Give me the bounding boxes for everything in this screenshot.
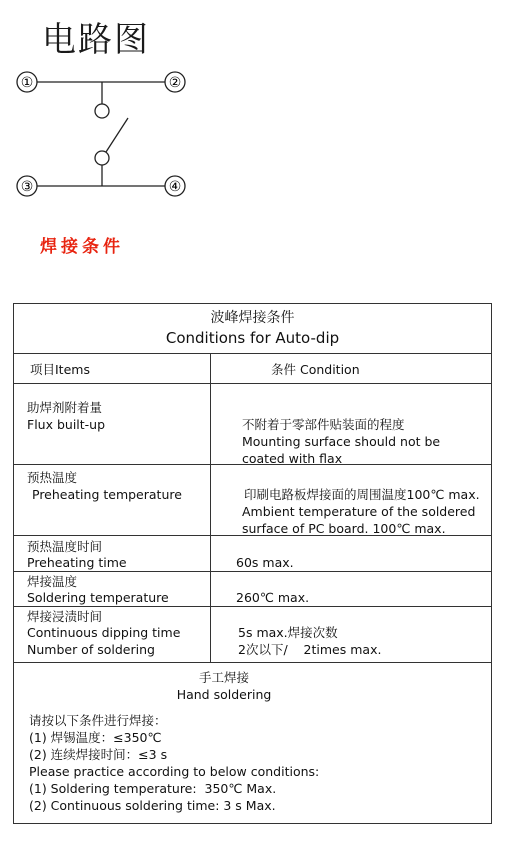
item-en: Preheating time [27,555,127,570]
item-cn: 焊接温度 [27,574,78,589]
divider [14,606,491,607]
terminal-3-label: ③ [20,179,34,195]
switch-contact-bottom [95,151,109,165]
divider [14,353,491,354]
item-en: Soldering temperature [27,590,169,605]
item-cn: 焊接浸渍时间 [27,609,103,624]
condition: 60s max. [236,555,294,570]
circuit-diagram [0,60,200,210]
condition-en: Ambient temperature of the soldered [242,504,476,519]
item-cn: 预热温度 [27,470,78,485]
divider [14,383,491,384]
item-en: Preheating temperature [32,487,182,502]
terminal-1-label: ① [20,75,34,91]
condition-cn: 印刷电路板焊接面的周围温度100℃ max. [244,487,480,502]
divider [14,662,491,663]
table-title-en: Conditions for Auto-dip [165,329,340,347]
column-divider [210,353,211,662]
section-heading: 焊接条件 [40,237,124,257]
hand-line: (2) 连续焊接时间：≤3 s [29,747,168,762]
switch-contact-top [95,104,109,118]
hand-line: Please practice according to below conditions: [29,764,320,779]
header-condition: 条件 Condition [271,362,360,377]
header-items: 项目Items [30,362,90,377]
page-title: 电路图 [42,20,150,60]
conditions-table [13,303,492,824]
item-cn: 预热温度时间 [27,539,103,554]
hand-line: 请按以下条件进行焊接： [29,713,167,728]
divider [14,571,491,572]
hand-line: (1) 焊锡温度：≤350℃ [29,730,162,745]
condition-en: surface of PC board. 100℃ max. [242,521,446,536]
table-title-cn: 波峰焊接条件 [210,310,295,326]
hand-line: (1) Soldering temperature: 350℃ Max. [29,781,277,796]
terminal-2-label: ② [168,75,182,91]
condition: 5s max.焊接次数 [238,625,338,640]
condition: 260℃ max. [236,590,310,605]
terminal-4-label: ④ [168,179,182,195]
condition-en: Mounting surface should not be [242,434,441,449]
hand-title-cn: 手工焊接 [198,670,249,685]
item-en: Flux built-up [27,417,106,432]
switch-lever [106,118,128,152]
item-en: Number of soldering [27,642,155,657]
hand-line: (2) Continuous soldering time: 3 s Max. [29,798,276,813]
condition-cn: 不附着于零部件贴装面的程度 [242,417,405,432]
item-en: Continuous dipping time [27,625,181,640]
condition: 2次以下/ 2times max. [238,642,382,657]
hand-title-en: Hand soldering [176,687,272,702]
condition-en: coated with flax [242,451,343,466]
item-cn: 助焊剂附着量 [27,400,103,415]
